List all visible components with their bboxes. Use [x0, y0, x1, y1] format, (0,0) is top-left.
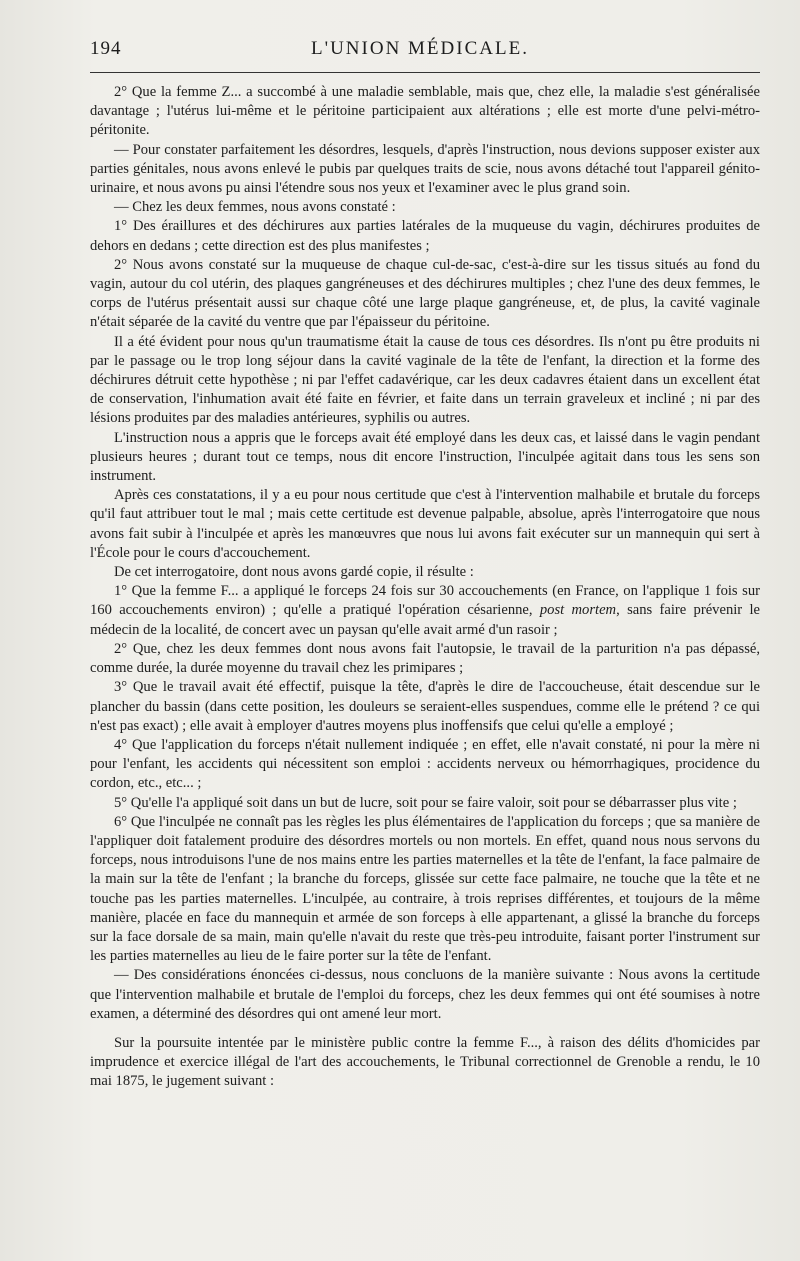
italic-phrase: post mortem: [539, 602, 617, 619]
list-item-text: , sans faire prévenir le médecin de la localité, de concert avec un paysan qu'elle avait armé d'un rasoir ;: [90, 602, 760, 638]
paragraph: De cet interrogatoire, dont nous avons gardé copie, il résulte :: [114, 564, 474, 581]
running-title: L'UNION MÉDICALE.: [311, 38, 529, 59]
list-item: 6° Que l'inculpée ne connaît pas les règles les plus élémentaires de l'application du forceps ; que sa manière de l'appliquer doit fatalement produire des désordres mortels ou non mortels. En effet, quand nous nous servons du forceps, nous introduisons l'une de nos mains entre les parties maternelles et la tête de l'enfant, la face palmaire de la main sur la tête de l'enfant ; la branche du forceps, glissée sur cette face palmaire, ne touche que la tête et ne touche pas les parties maternelles. L'inculpée, au contraire, à trois reprises différentes, et toujours de la même manière, placée en face du mannequin et armée de son forceps à elle appartenant, a glissé la branche du forceps sur la face dorsale de sa main, main qu'elle n'avait du reste que très-peu introduite, faisant porter l'instrument sur les parties maternelles au lieu de le faire porter sur la tête de l'enfant.: [90, 813, 760, 965]
running-header: [90, 38, 760, 68]
paragraph: 1° Des éraillures et des déchirures aux parties latérales de la muqueuse du vagin, déchirures produites de dehors en dedans ; cette direction est des plus manifestes ;: [90, 218, 760, 254]
article-body: [90, 83, 760, 1092]
paragraph: Il a été évident pour nous qu'un traumatisme était la cause de tous ces désordres. Ils n'ont pu être produits ni par le passage ou le trop long séjour dans la cavité vaginale de la tête de l'enfant, la direction et la forme des déchirures détruit cette hypothèse ; ni par l'effet cadavérique, car les deux cadavres étaient dans un excellent état de conservation, l'inhumation avait été faite en février, et faite dans un terrain graveleux et incliné ; ni par des lésions produites par des maladies antérieures, syphilis ou autres.: [90, 333, 760, 427]
list-item: 3° Que le travail avait été effectif, puisque la tête, d'après le dire de l'accoucheuse, était descendue sur le plancher du bassin (dans cette position, les douleurs se seraient-elles suspendues, comme elle le prétend ? ce qui n'est pas exact) ; elle avait à employer d'autres moyens plus inoffensifs que celui qu'elle a employé ;: [90, 679, 760, 734]
list-item: 2° Que, chez les deux femmes dont nous avons fait l'autopsie, le travail de la parturition n'a pas dépassé, comme durée, la durée moyenne du travail chez les primipares ;: [90, 640, 760, 677]
paragraph: 2° Nous avons constaté sur la muqueuse de chaque cul-de-sac, c'est-à-dire sur les tissus situés au fond du vagin, autour du col utérin, des plaques gangréneuses et des déchirures multiples ; chez l'une des deux femmes, le corps de l'utérus présentait aussi sur chaque côté une large plaque gangréneuse, et, de plus, la cavité vaginale n'était séparée de la cavité du ventre que par l'épaisseur du péritoine.: [90, 256, 760, 331]
paragraph: L'instruction nous a appris que le forceps avait été employé dans les deux cas, et laissé dans le vagin pendant plusieurs heures ; durant tout ce temps, nous dit encore l'instruction, l'inculpée agitait dans tous les sens son instrument.: [90, 429, 760, 485]
conclusion-paragraph: — Des considérations énoncées ci-dessus, nous concluons de la manière suivante : Nous avons la certitude que l'intervention malhabile et brutale de l'emploi du forceps, chez les deux femmes qui ont été soumises à notre examen, a déterminé des désordres qui ont amené leur mort.: [90, 967, 760, 1022]
page-number: 194: [90, 38, 122, 59]
list-item-text: 1° Que la femme F... a appliqué le forceps 24 fois sur 30 accouchements (en France, on l'applique 1 fois sur 160 accouchements environ) ; qu'elle a pratiqué l'opération césarienne,: [90, 583, 760, 619]
list-item: 4° Que l'application du forceps n'était nullement indiquée ; en effet, elle n'avait constaté, ni pour la mère ni pour l'enfant, les accidents qui nécessitent son emploi : accidents nerveux ou hémorrhagiques, procidence du cordon, etc., etc... ;: [90, 736, 760, 792]
list-item: [90, 582, 760, 640]
list-item: 5° Qu'elle l'a appliqué soit dans un but de lucre, soit pour se faire valoir, soit pour se débarrasser plus vite ;: [114, 794, 737, 811]
paragraph: 2° Que la femme Z... a succombé à une maladie semblable, mais que, chez elle, la maladie s'est généralisée davantage ; l'utérus lui-même et le péritoine participaient aux altérations ; elle est morte d'une pelvi-métro-péritonite.: [90, 84, 760, 139]
paragraph: — Pour constater parfaitement les désordres, lesquels, d'après l'instruction, nous devions supposer exister aux parties génitales, nous avons enlevé le pubis par quelques traits de scie, nous avons détaché tout l'appareil génito-urinaire, et nous avons pu ainsi l'étendre sous nos yeux et l'examiner avec le plus grand soin.: [90, 141, 760, 197]
closing-paragraph: Sur la poursuite intentée par le ministère public contre la femme F..., à raison des délits d'homicides par imprudence et exercice illégal de l'art des accouchements, le Tribunal correctionnel de Grenoble a rendu, le 10 mai 1875, le jugement suivant :: [90, 1034, 760, 1090]
header-rule: [90, 72, 760, 73]
paragraph: Après ces constatations, il y a eu pour nous certitude que c'est à l'intervention malhabile et brutale du forceps qu'il faut attribuer tout le mal ; mais cette certitude est devenue palpable, absolue, après l'interrogatoire que nous avons fait subir à l'inculpée et après les manœuvres que nous lui avons fait exécuter sur un mannequin qui sert à l'École pour le cours d'accouchement.: [90, 487, 760, 561]
paragraph: — Chez les deux femmes, nous avons constaté :: [114, 199, 396, 216]
